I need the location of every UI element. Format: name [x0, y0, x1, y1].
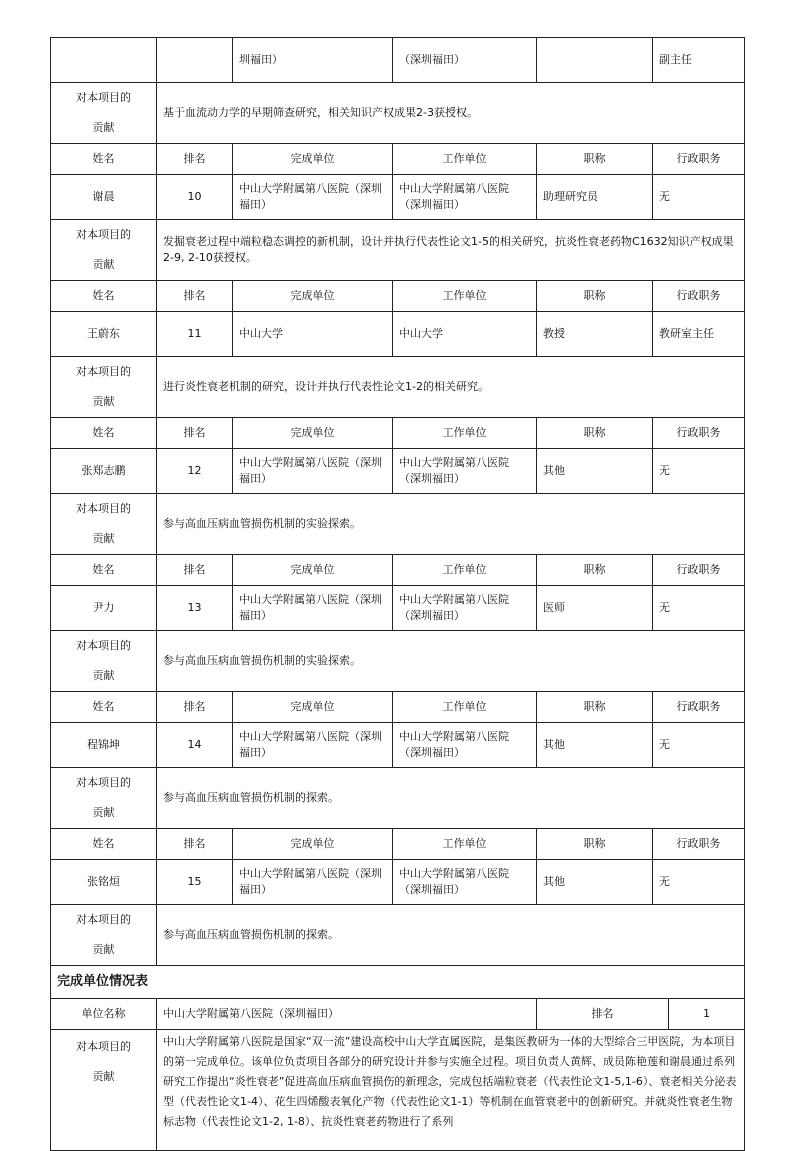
header-work-unit: 工作单位	[393, 418, 537, 449]
header-row	[51, 281, 745, 312]
person-post: 副主任	[653, 38, 745, 83]
header-name: 姓名	[51, 281, 157, 312]
person-unit: 中山大学	[233, 312, 393, 357]
header-unit: 完成单位	[233, 281, 393, 312]
header-title: 职称	[537, 829, 653, 860]
header-row	[51, 144, 745, 175]
header-post: 行政职务	[653, 144, 745, 175]
header-work-unit: 工作单位	[393, 692, 537, 723]
person-title: 助理研究员	[537, 175, 653, 220]
header-rank: 排名	[157, 144, 233, 175]
org-contribution-label-line1: 对本项目的	[76, 1040, 131, 1053]
header-post: 行政职务	[653, 692, 745, 723]
contribution-label-line1: 对本项目的	[76, 502, 131, 515]
person-work-unit: 中山大学附属第八医院（深圳福田）	[393, 723, 537, 768]
person-row	[51, 449, 745, 494]
person-rank: 13	[157, 586, 233, 631]
header-title: 职称	[537, 281, 653, 312]
person-row	[51, 175, 745, 220]
header-rank: 排名	[157, 418, 233, 449]
header-post: 行政职务	[653, 829, 745, 860]
person-title: 其他	[537, 860, 653, 905]
document-page	[50, 37, 744, 1151]
header-rank: 排名	[157, 829, 233, 860]
header-unit: 完成单位	[233, 692, 393, 723]
person-rank: 10	[157, 175, 233, 220]
header-rank: 排名	[157, 555, 233, 586]
personnel-table	[50, 37, 745, 966]
header-unit: 完成单位	[233, 555, 393, 586]
unit-rank-value: 1	[669, 999, 745, 1030]
person-rank: 11	[157, 312, 233, 357]
person-row	[51, 586, 745, 631]
person-work-unit: 中山大学附属第八医院（深圳福田）	[393, 586, 537, 631]
person-unit: 中山大学附属第八医院（深圳福田）	[233, 860, 393, 905]
person-title: 其他	[537, 723, 653, 768]
header-post: 行政职务	[653, 418, 745, 449]
person-title: 教授	[537, 312, 653, 357]
person-work-unit: 中山大学附属第八医院（深圳福田）	[393, 175, 537, 220]
header-work-unit: 工作单位	[393, 144, 537, 175]
header-row	[51, 692, 745, 723]
contribution-label-line1: 对本项目的	[76, 91, 131, 104]
person-post: 无	[653, 449, 745, 494]
header-work-unit: 工作单位	[393, 829, 537, 860]
header-post: 行政职务	[653, 281, 745, 312]
header-post: 行政职务	[653, 555, 745, 586]
contribution-label-line1: 对本项目的	[76, 776, 131, 789]
person-rank: 14	[157, 723, 233, 768]
person-row	[51, 860, 745, 905]
header-row	[51, 418, 745, 449]
person-unit: 中山大学附属第八医院（深圳福田）	[233, 449, 393, 494]
contribution-row	[51, 905, 745, 966]
person-name: 张铭烜	[51, 860, 157, 905]
unit-name-label: 单位名称	[51, 999, 157, 1030]
contribution-label-line2: 贡献	[92, 395, 115, 408]
header-title: 职称	[537, 692, 653, 723]
header-row	[51, 829, 745, 860]
contribution-row	[51, 220, 745, 281]
contribution-label-line2: 贡献	[92, 669, 115, 682]
header-name: 姓名	[51, 144, 157, 175]
person-post: 无	[653, 175, 745, 220]
contribution-label-line2: 贡献	[92, 258, 115, 271]
personnel-table-body	[51, 38, 745, 966]
person-unit: 中山大学附属第八医院（深圳福田）	[233, 723, 393, 768]
contribution-label-line2: 贡献	[92, 943, 115, 956]
contribution-label	[51, 83, 157, 144]
contribution-row	[51, 768, 745, 829]
contribution-label	[51, 768, 157, 829]
person-title: 医师	[537, 586, 653, 631]
person-row-continued	[51, 38, 745, 83]
contribution-label-line2: 贡献	[92, 532, 115, 545]
contribution-label-line1: 对本项目的	[76, 365, 131, 378]
org-table	[50, 965, 745, 1151]
contribution-label	[51, 905, 157, 966]
person-name	[51, 38, 157, 83]
person-post: 无	[653, 723, 745, 768]
contribution-label-line1: 对本项目的	[76, 639, 131, 652]
header-unit: 完成单位	[233, 418, 393, 449]
contribution-row	[51, 357, 745, 418]
contribution-text: 基于血流动力学的早期筛查研究，相关知识产权成果2-3获授权。	[157, 83, 745, 144]
person-name: 谢晨	[51, 175, 157, 220]
contribution-label	[51, 357, 157, 418]
contribution-label-line2: 贡献	[92, 121, 115, 134]
header-unit: 完成单位	[233, 829, 393, 860]
contribution-label	[51, 631, 157, 692]
header-name: 姓名	[51, 418, 157, 449]
person-row	[51, 723, 745, 768]
person-work-unit: （深圳福田）	[393, 38, 537, 83]
person-work-unit: 中山大学附属第八医院（深圳福田）	[393, 860, 537, 905]
contribution-text: 参与高血压病血管损伤机制的探索。	[157, 768, 745, 829]
contribution-label-line1: 对本项目的	[76, 228, 131, 241]
person-post: 无	[653, 860, 745, 905]
person-work-unit: 中山大学附属第八医院（深圳福田）	[393, 449, 537, 494]
header-work-unit: 工作单位	[393, 281, 537, 312]
contribution-text: 发掘衰老过程中端粒稳态调控的新机制，设计并执行代表性论文1-5的相关研究，抗炎性衰老药物C1632知识产权成果2-9, 2-10获授权。	[157, 220, 745, 281]
person-row	[51, 312, 745, 357]
contribution-text: 参与高血压病血管损伤机制的实验探索。	[157, 494, 745, 555]
person-unit: 中山大学附属第八医院（深圳福田）	[233, 586, 393, 631]
header-name: 姓名	[51, 829, 157, 860]
contribution-label-line1: 对本项目的	[76, 913, 131, 926]
contribution-text: 进行炎性衰老机制的研究，设计并执行代表性论文1-2的相关研究。	[157, 357, 745, 418]
person-name: 尹力	[51, 586, 157, 631]
person-rank: 15	[157, 860, 233, 905]
contribution-row-continued	[51, 83, 745, 144]
contribution-label	[51, 220, 157, 281]
person-rank: 12	[157, 449, 233, 494]
contribution-text: 参与高血压病血管损伤机制的实验探索。	[157, 631, 745, 692]
org-contribution-text: 中山大学附属第八医院是国家“双一流”建设高校中山大学直属医院，是集医教研为一体的大型综合三甲医院，为本项目的第一完成单位。该单位负责项目各部分的研究设计并参与实施全过程。项目负责人黄辉、成员陈艳莲和谢晨通过系列研究工作提出“炎性衰老”促进高血压病血管损伤的新理念，完成包括端粒衰老（代表性论文1-5,1-6）、衰老相关分泌表型（代表性论文1-4）、花生四烯酸表氧化产物（代表性论文1-1）等机制在血管衰老中的创新研究。并就炎性衰老生物标志物（代表性论文1-2, 1-8）、抗炎性衰老药物进行了系列	[157, 1030, 745, 1151]
contribution-row	[51, 631, 745, 692]
person-title: 其他	[537, 449, 653, 494]
header-work-unit: 工作单位	[393, 555, 537, 586]
header-rank: 排名	[157, 281, 233, 312]
person-rank	[157, 38, 233, 83]
header-rank: 排名	[157, 692, 233, 723]
person-name: 程锦坤	[51, 723, 157, 768]
header-title: 职称	[537, 555, 653, 586]
person-unit: 中山大学附属第八医院（深圳福田）	[233, 175, 393, 220]
contribution-label	[51, 494, 157, 555]
unit-name-value: 中山大学附属第八医院（深圳福田）	[157, 999, 537, 1030]
header-title: 职称	[537, 144, 653, 175]
org-section-title: 完成单位情况表	[51, 966, 745, 999]
person-title	[537, 38, 653, 83]
org-contribution-label-line2: 贡献	[92, 1070, 115, 1083]
person-post: 无	[653, 586, 745, 631]
header-name: 姓名	[51, 692, 157, 723]
person-name: 张郑志鹏	[51, 449, 157, 494]
contribution-row	[51, 494, 745, 555]
person-work-unit: 中山大学	[393, 312, 537, 357]
header-row	[51, 555, 745, 586]
contribution-label-line2: 贡献	[92, 806, 115, 819]
person-name: 王蔚东	[51, 312, 157, 357]
header-title: 职称	[537, 418, 653, 449]
header-name: 姓名	[51, 555, 157, 586]
org-contribution-label	[51, 1030, 157, 1151]
header-unit: 完成单位	[233, 144, 393, 175]
person-unit: 圳福田）	[233, 38, 393, 83]
unit-rank-label: 排名	[537, 999, 669, 1030]
person-post: 教研室主任	[653, 312, 745, 357]
contribution-text: 参与高血压病血管损伤机制的探索。	[157, 905, 745, 966]
